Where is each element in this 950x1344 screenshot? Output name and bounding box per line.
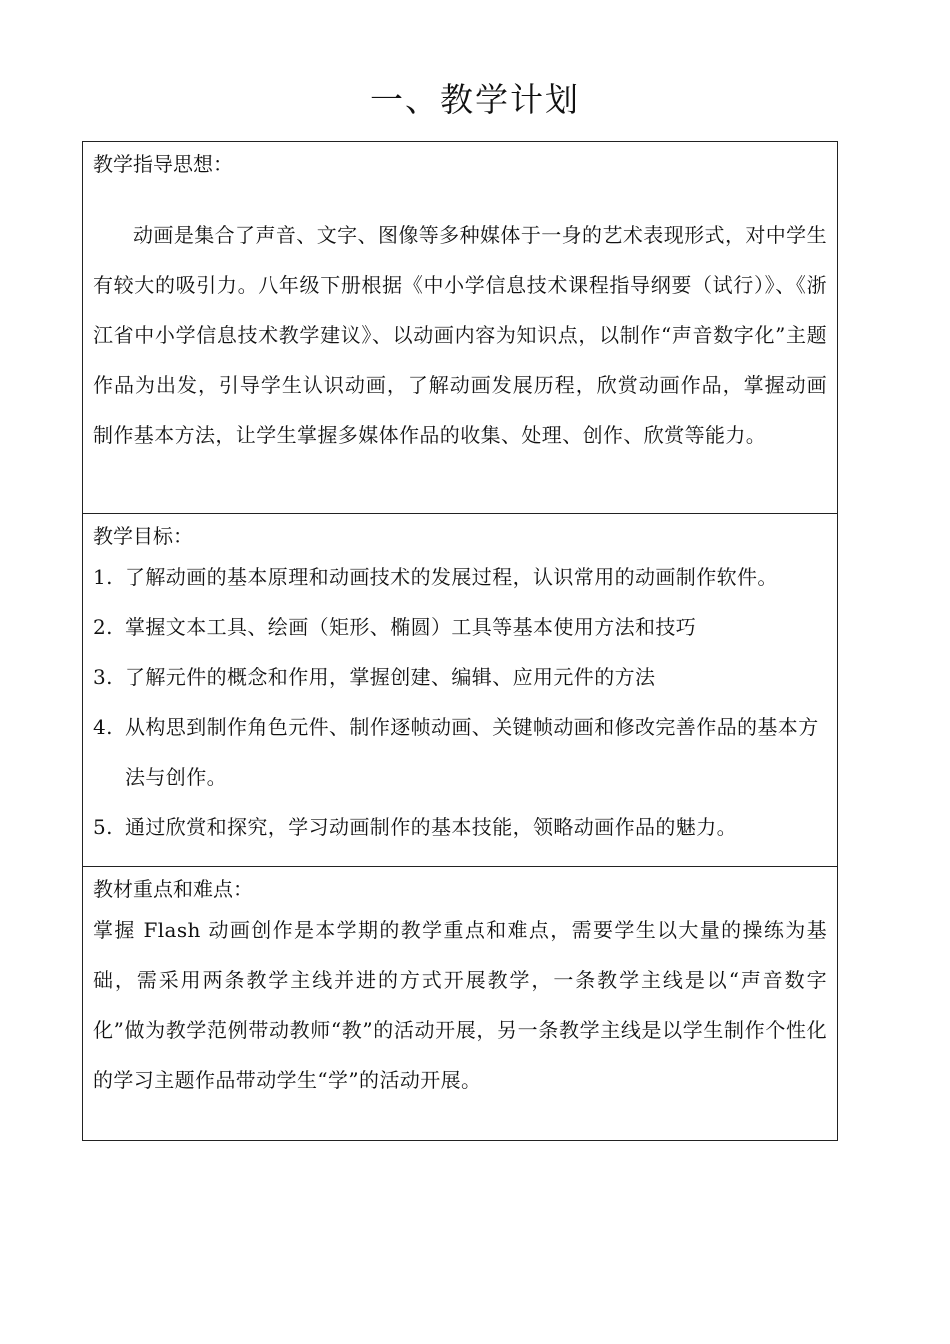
goal-text: 通过欣赏和探究，学习动画制作的基本技能，领略动画作品的魅力。 [125,815,737,839]
teaching-goals-heading: 教学目标： [93,524,193,548]
goal-number: 4. [93,715,113,739]
goal-item [93,602,827,652]
goal-item [93,802,827,852]
guiding-ideas-heading: 教学指导思想： [93,152,233,176]
goal-number: 2. [93,615,113,639]
key-points-text: 掌握 Flash 动画创作是本学期的教学重点和难点，需要学生以大量的操练为基础，需采用两条教学主线并进的方式开展教学，一条教学主线是以“声音数字化”做为教学范例带动教师“教”的活动开展，另一条教学主线是以学生制作个性化的学习主题作品带动学生“学”的活动开展。 [93,918,827,1092]
teaching-goals-list [93,552,827,852]
guiding-ideas-section [83,142,837,514]
goal-number: 1. [93,565,113,589]
goal-item [93,552,827,602]
goal-number: 3. [93,665,113,689]
key-points-heading: 教材重点和难点： [93,877,253,901]
goal-text: 从构思到制作角色元件、制作逐帧动画、关键帧动画和修改完善作品的基本方法与创作。 [125,715,819,789]
goal-text: 掌握文本工具、绘画（矩形、椭圆）工具等基本使用方法和技巧 [125,615,697,639]
goal-text: 了解元件的概念和作用，掌握创建、编辑、应用元件的方法 [125,665,656,689]
goal-number: 5. [93,815,113,839]
goal-item [93,652,827,702]
goal-text: 了解动画的基本原理和动画技术的发展过程，认识常用的动画制作软件。 [125,565,778,589]
teaching-goals-section [83,514,837,867]
key-points-section [83,867,837,1140]
page-title: 一、教学计划 [370,80,580,119]
goal-item [93,702,827,802]
guiding-ideas-text: 动画是集合了声音、文字、图像等多种媒体于一身的艺术表现形式，对中学生有较大的吸引力。八年级下册根据《中小学信息技术课程指导纲要（试行）》、《浙江省中小学信息技术教学建议》、以动画内容为知识点，以制作“声音数字化”主题作品为出发，引导学生认识动画，了解动画发展历程，欣赏动画作品，掌握动画制作基本方法，让学生掌握多媒体作品的收集、处理、创作、欣赏等能力。 [93,223,827,447]
teaching-plan-table [82,141,838,1141]
